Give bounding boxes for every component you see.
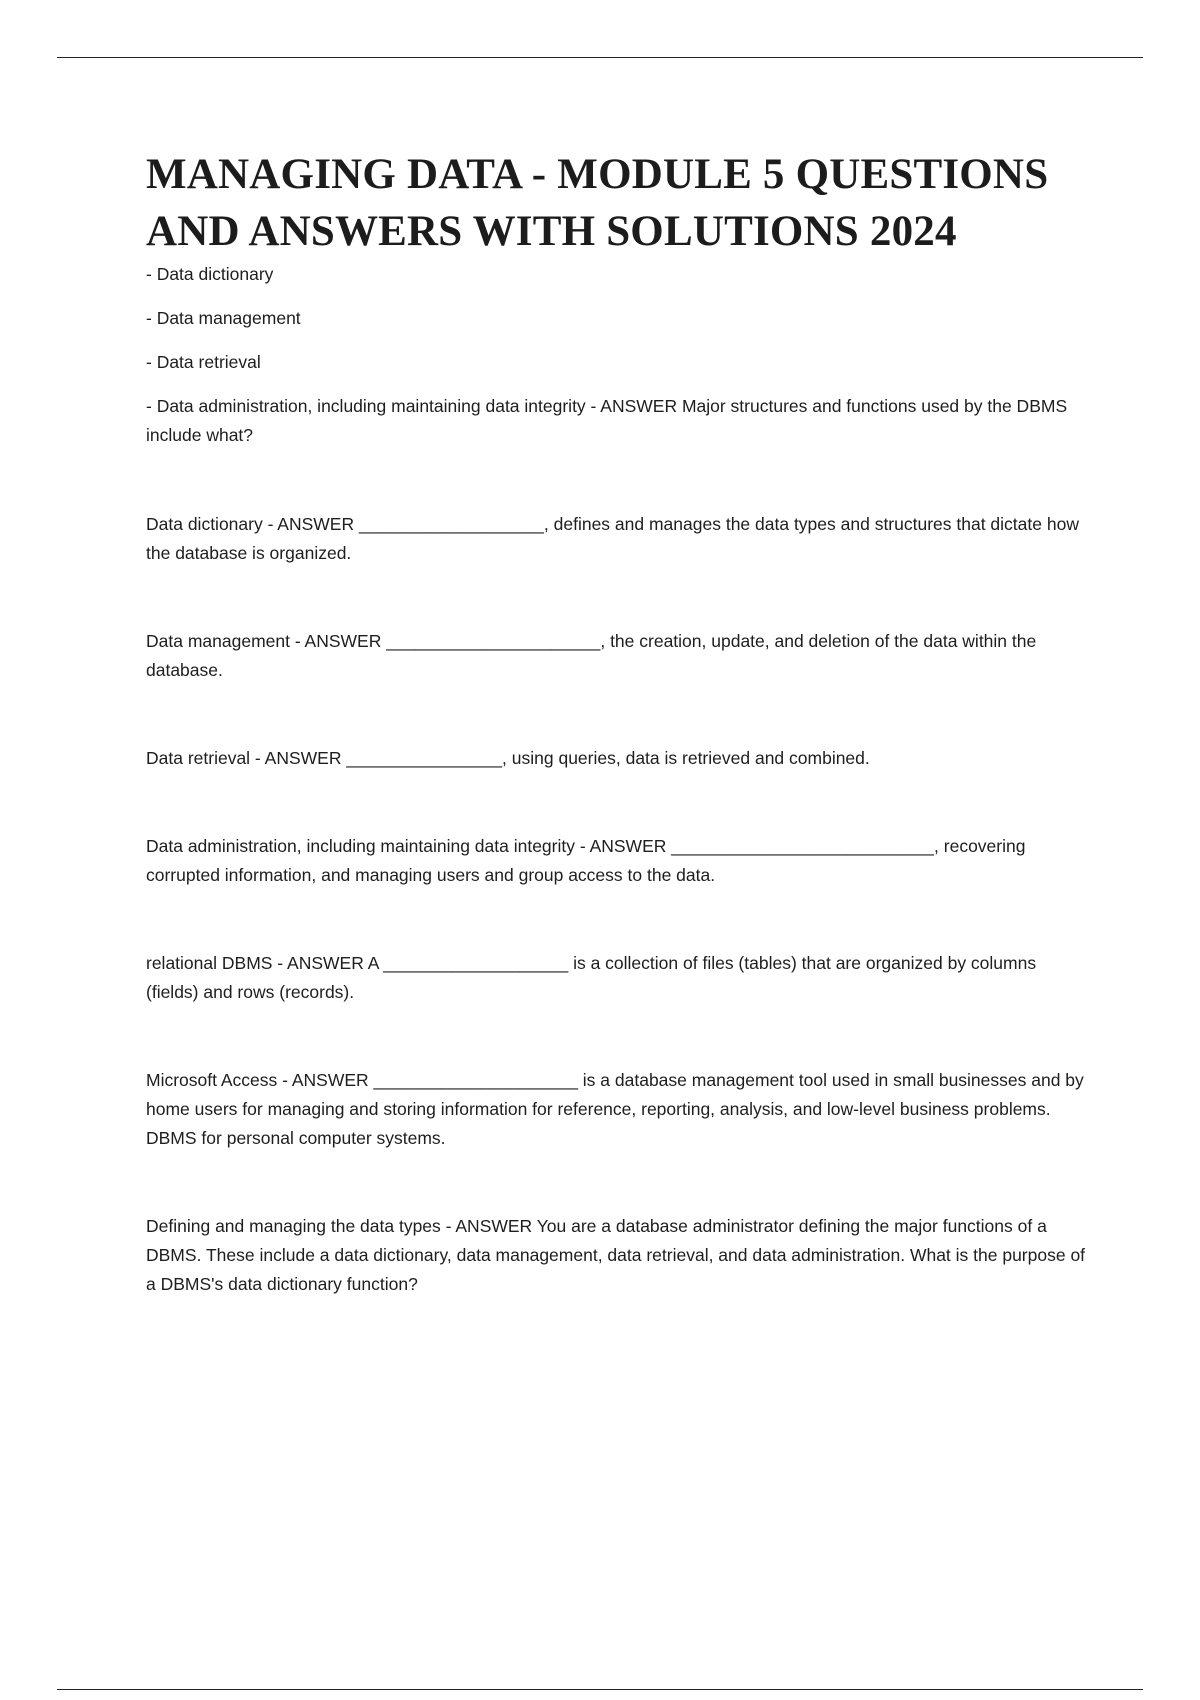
qa-list [146, 510, 1086, 1299]
qa-item: Data administration, including maintaining data integrity - ANSWER ___________________________, recovering corrupted information, and managing users and group access to the data. [146, 836, 1026, 885]
header-divider [57, 57, 1143, 58]
document-title: MANAGING DATA - MODULE 5 QUESTIONS AND ANSWERS WITH SOLUTIONS 2024 [146, 151, 1049, 255]
qa-item: Data management - ANSWER ______________________, the creation, update, and deletion of the data within the database. [146, 631, 1037, 680]
qa-item: relational DBMS - ANSWER A ___________________ is a collection of files (tables) that are organized by columns (fields) and rows (records). [146, 953, 1037, 1002]
intro-item: - Data dictionary [146, 264, 274, 284]
intro-item: - Data management [146, 308, 301, 328]
qa-item: Data dictionary - ANSWER ___________________, defines and manages the data types and structures that dictate how the database is organized. [146, 514, 1079, 563]
intro-list [146, 260, 1086, 450]
intro-item: - Data administration, including maintaining data integrity - ANSWER Major structures and functions used by the DBMS include what? [146, 396, 1068, 445]
intro-item: - Data retrieval [146, 352, 261, 372]
qa-item: Defining and managing the data types - ANSWER You are a database administrator defining the major functions of a DBMS. These include a data dictionary, data management, data retrieval, and data administration. What is the purpose of a DBMS's data dictionary function? [146, 1216, 1086, 1294]
qa-item: Microsoft Access - ANSWER _____________________ is a database management tool used in small businesses and by home users for managing and storing information for reference, reporting, analysis, and low-level business problems. DBMS for personal computer systems. [146, 1070, 1084, 1148]
footer-divider [57, 1689, 1143, 1690]
document-body [146, 146, 1086, 1299]
qa-item: Data retrieval - ANSWER ________________, using queries, data is retrieved and combined. [146, 748, 870, 768]
